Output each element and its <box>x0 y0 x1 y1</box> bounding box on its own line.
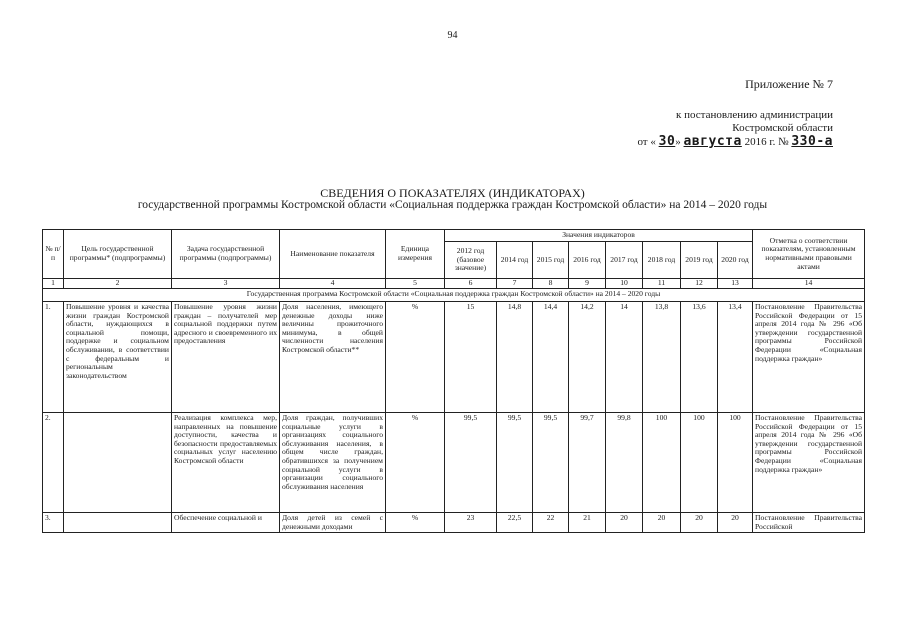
document-subtitle: государственной программы Костромской области «Социальная поддержка граждан Костромской области» на 2014 – 2020 годы <box>137 199 768 211</box>
row-value-2012: 99,5 <box>445 413 497 513</box>
header-2018: 2018 год <box>643 242 681 279</box>
header-2017: 2017 год <box>606 242 643 279</box>
row-unit: % <box>386 413 445 513</box>
row-task: Повышение уровня жизни граждан – получателей мер социальной поддержки путем адресного и своевременного их предоставления <box>172 302 280 413</box>
table-row <box>43 513 865 533</box>
row-value-2014: 99,5 <box>497 413 533 513</box>
page-number: 94 <box>447 30 458 41</box>
row-value-2018: 20 <box>643 513 681 533</box>
col-number: 11 <box>643 279 681 289</box>
row-value-2020: 13,4 <box>718 302 753 413</box>
header-2020: 2020 год <box>718 242 753 279</box>
row-value-2014: 14,8 <box>497 302 533 413</box>
row-value-2015: 99,5 <box>533 413 569 513</box>
row-value-2016: 21 <box>569 513 606 533</box>
col-number: 5 <box>386 279 445 289</box>
row-value-2020: 100 <box>718 413 753 513</box>
row-goal: Повышение уровня и качества жизни граждан Костромской области, нуждающихся в социальной помощи, поддержке и социальном обслуживании, в соответствии с федеральным и региональным законодательством <box>64 302 172 413</box>
row-value-2012: 23 <box>445 513 497 533</box>
resolution-number: 330-а <box>791 134 833 149</box>
row-value-2014: 22,5 <box>497 513 533 533</box>
date-prefix: от « <box>637 136 656 148</box>
col-number: 12 <box>681 279 718 289</box>
header-2015: 2015 год <box>533 242 569 279</box>
header-unit: Единица измерения <box>386 230 445 279</box>
row-indicator: Доля граждан, получивших социальные услуги в организациях социального обслуживания населения, в общем числе граждан, обратившихся за получением социальной услуги в организации социального обслуживания населения <box>280 413 386 513</box>
resolution-line-2: Костромской области <box>732 122 833 134</box>
row-value-2012: 15 <box>445 302 497 413</box>
row-value-2019: 100 <box>681 413 718 513</box>
col-number: 6 <box>445 279 497 289</box>
row-value-2016: 99,7 <box>569 413 606 513</box>
row-indicator: Доля населения, имеющего денежные доходы ниже величины прожиточного минимума, в общей численности населения Костромской области** <box>280 302 386 413</box>
row-compliance: Постановление Правительства Российской Федерации от 15 апреля 2014 года № 296 «Об утверждении государственной программы Российской Федерации «Социальная поддержка граждан» <box>753 413 865 513</box>
section-title: Государственная программа Костромской области «Социальная поддержка граждан Костромской области» на 2014 – 2020 годы <box>43 289 865 302</box>
row-task: Реализация комплекса мер, направленных на повышение доступности, качества и безопасности предоставляемых социальных услуг населению Костромской области <box>172 413 280 513</box>
date-day: 30 <box>658 134 676 149</box>
col-number: 3 <box>172 279 280 289</box>
header-2019: 2019 год <box>681 242 718 279</box>
row-value-2019: 20 <box>681 513 718 533</box>
date-year: 2016 г. № <box>744 136 789 148</box>
row-value-2019: 13,6 <box>681 302 718 413</box>
resolution-date <box>637 135 833 149</box>
row-num: 3. <box>43 513 64 533</box>
row-value-2018: 100 <box>643 413 681 513</box>
header-2012: 2012 год (базовое значение) <box>445 242 497 279</box>
header-task: Задача государственной программы (подпрограммы) <box>172 230 280 279</box>
header-indicator: Наименование показателя <box>280 230 386 279</box>
row-num: 2. <box>43 413 64 513</box>
row-value-2017: 99,8 <box>606 413 643 513</box>
column-numbers-row <box>43 279 865 289</box>
col-number: 1 <box>43 279 64 289</box>
appendix-title: Приложение № 7 <box>745 77 833 91</box>
row-compliance: Постановление Правительства Российской <box>753 513 865 533</box>
row-task: Обеспечение социальной и <box>172 513 280 533</box>
date-month: августа <box>683 134 742 149</box>
row-value-2018: 13,8 <box>643 302 681 413</box>
col-number: 7 <box>497 279 533 289</box>
row-unit: % <box>386 302 445 413</box>
row-goal <box>64 513 172 533</box>
header-2014: 2014 год <box>497 242 533 279</box>
col-number: 2 <box>64 279 172 289</box>
row-value-2020: 20 <box>718 513 753 533</box>
col-number: 4 <box>280 279 386 289</box>
header-values-group: Значения индикаторов <box>445 230 753 242</box>
header-goal: Цель государственной программы* (подпрограммы) <box>64 230 172 279</box>
date-mid: » <box>675 136 681 148</box>
header-2016: 2016 год <box>569 242 606 279</box>
row-compliance: Постановление Правительства Российской Федерации от 15 апреля 2014 года № 296 «Об утверждении государственной программы Российской Федерации «Социальная поддержка граждан» <box>753 302 865 413</box>
col-number: 13 <box>718 279 753 289</box>
header-compliance: Отметка о соответствии показателям, установленным нормативными правовыми актами <box>753 230 865 279</box>
header-num: № п/п <box>43 230 64 279</box>
row-unit: % <box>386 513 445 533</box>
header-row-1 <box>43 230 865 242</box>
col-number: 9 <box>569 279 606 289</box>
row-num: 1. <box>43 302 64 413</box>
table-row <box>43 413 865 513</box>
row-value-2015: 22 <box>533 513 569 533</box>
col-number: 8 <box>533 279 569 289</box>
indicators-table <box>42 229 865 533</box>
row-goal <box>64 413 172 513</box>
col-number: 14 <box>753 279 865 289</box>
row-value-2016: 14,2 <box>569 302 606 413</box>
row-value-2017: 20 <box>606 513 643 533</box>
row-value-2015: 14,4 <box>533 302 569 413</box>
resolution-line-1: к постановлению администрации <box>676 109 833 121</box>
row-value-2017: 14 <box>606 302 643 413</box>
table-row <box>43 302 865 413</box>
row-indicator: Доля детей из семей с денежными доходами <box>280 513 386 533</box>
col-number: 10 <box>606 279 643 289</box>
section-row <box>43 289 865 302</box>
document-title: СВЕДЕНИЯ О ПОКАЗАТЕЛЯХ (ИНДИКАТОРАХ) <box>320 186 585 200</box>
